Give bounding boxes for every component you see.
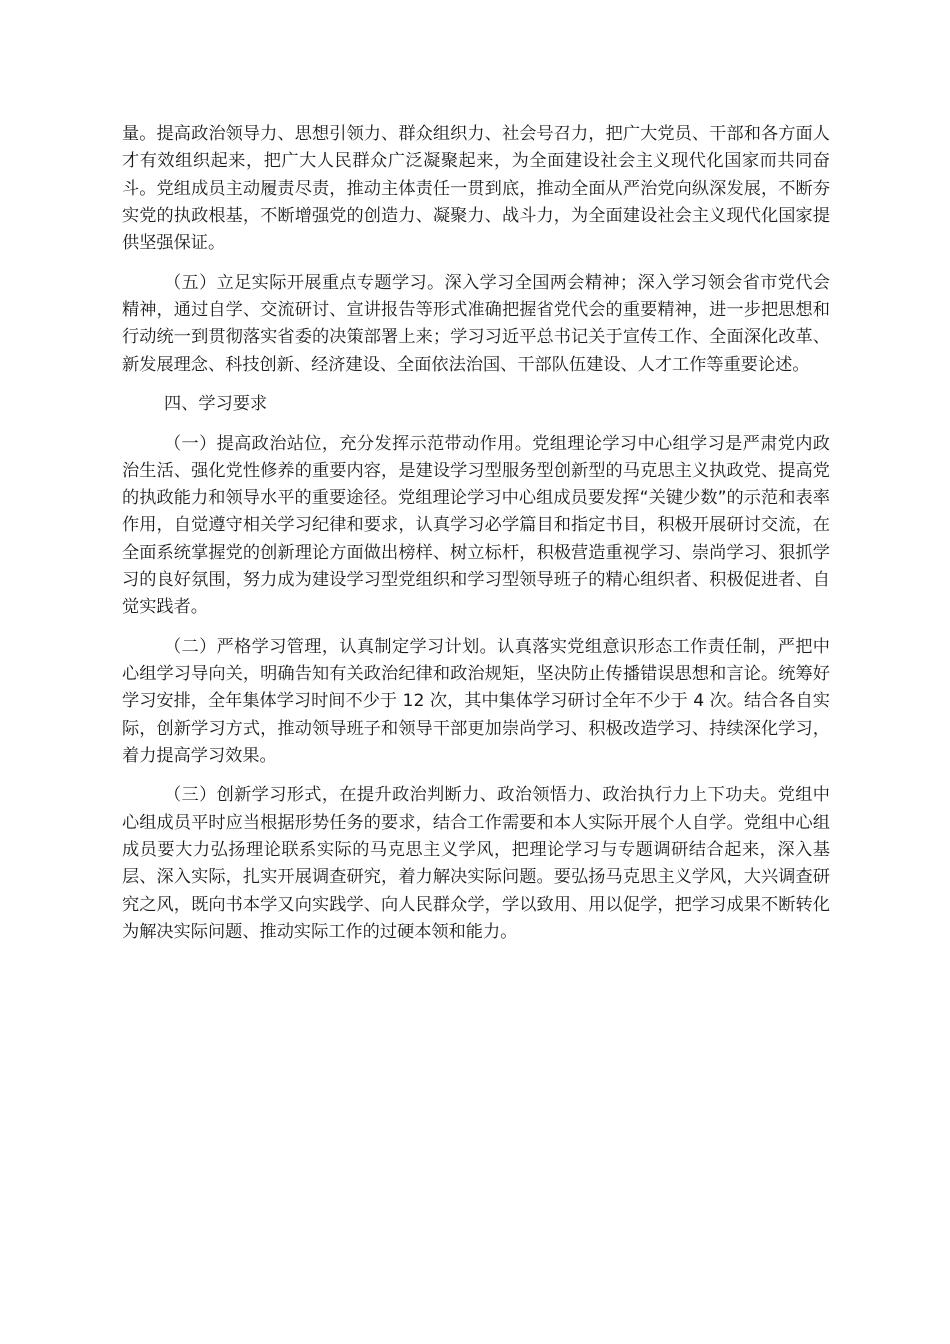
section-heading-study-requirements: 四、学习要求 [164,394,268,415]
paragraph-continuation: 量。提高政治领导力、思想引领力、群众组织力、社会号召力，把广大党员、干部和各方面人才有效组织起来，把广大人民群众广泛凝聚起来，为全面建设社会主义现代化国家而共同奋斗。党组成员主动履责尽责，推动主体责任一贯到底，推动全面从严治党向纵深发展，不断夯实党的执政根基，不断增强党的创造力、凝聚力、战斗力，为全面建设社会主义现代化国家提供坚强保证。 [122,124,830,254]
paragraph-section-five: （五）立足实际开展重点专题学习。深入学习全国两会精神；深入学习领会省市党代会精神，通过自学、交流研讨、宣讲报告等形式准确把握省党代会的重要精神，进一步把思想和行动统一到贯彻落实省委的决策部署上来；学习习近平总书记关于宣传工作、全面深化改革、新发展理念、科技创新、经济建设、全面依法治国、干部队伍建设、人才工作等重要论述。 [122,272,830,375]
paragraph-requirement-two: （二）严格学习管理，认真制定学习计划。认真落实党组意识形态工作责任制，严把中心组学习导向关，明确告知有关政治纪律和政治规矩，坚决防止传播错误思想和言论。统筹好学习安排，全年集体学习时间不少于 12 次，其中集体学习研讨全年不少于 4 次。结合各自实际，创新学习方式，推动领导班子和领导干部更加崇尚学习、积极改造学习、持续深化学习，着力提高学习效果。 [122,636,830,766]
paragraph-requirement-three: （三）创新学习形式，在提升政治判断力、政治领悟力、政治执行力上下功夫。党组中心组成员平时应当根据形势任务的要求，结合工作需要和本人实际开展个人自学。党组中心组成员要大力弘扬理论联系实际的马克思主义学风，把理论学习与专题调研结合起来，深入基层、深入实际，扎实开展调查研究，着力解决实际问题。要弘扬马克思主义学风，大兴调查研究之风，既向书本学又向实践学、向人民群众学，学以致用、用以促学，把学习成果不断转化为解决实际问题、推动实际工作的过硬本领和能力。 [122,785,830,942]
paragraph-requirement-one: （一）提高政治站位，充分发挥示范带动作用。党组理论学习中心组学习是严肃党内政治生活、强化党性修养的重要内容，是建设学习型服务型创新型的马克思主义执政党、提高党的执政能力和领导水平的重要途径。党组理论学习中心组成员要发挥“关键少数”的示范和表率作用，自觉遵守相关学习纪律和要求，认真学习必学篇目和指定书目，积极开展研讨交流，在全面系统掌握党的创新理论方面做出榜样、树立标杆，积极营造重视学习、崇尚学习、狠抓学习的良好氛围，努力成为建设学习型党组织和学习型领导班子的精心组织者、积极促进者、自觉实践者。 [122,433,830,618]
document-page [122,121,830,958]
